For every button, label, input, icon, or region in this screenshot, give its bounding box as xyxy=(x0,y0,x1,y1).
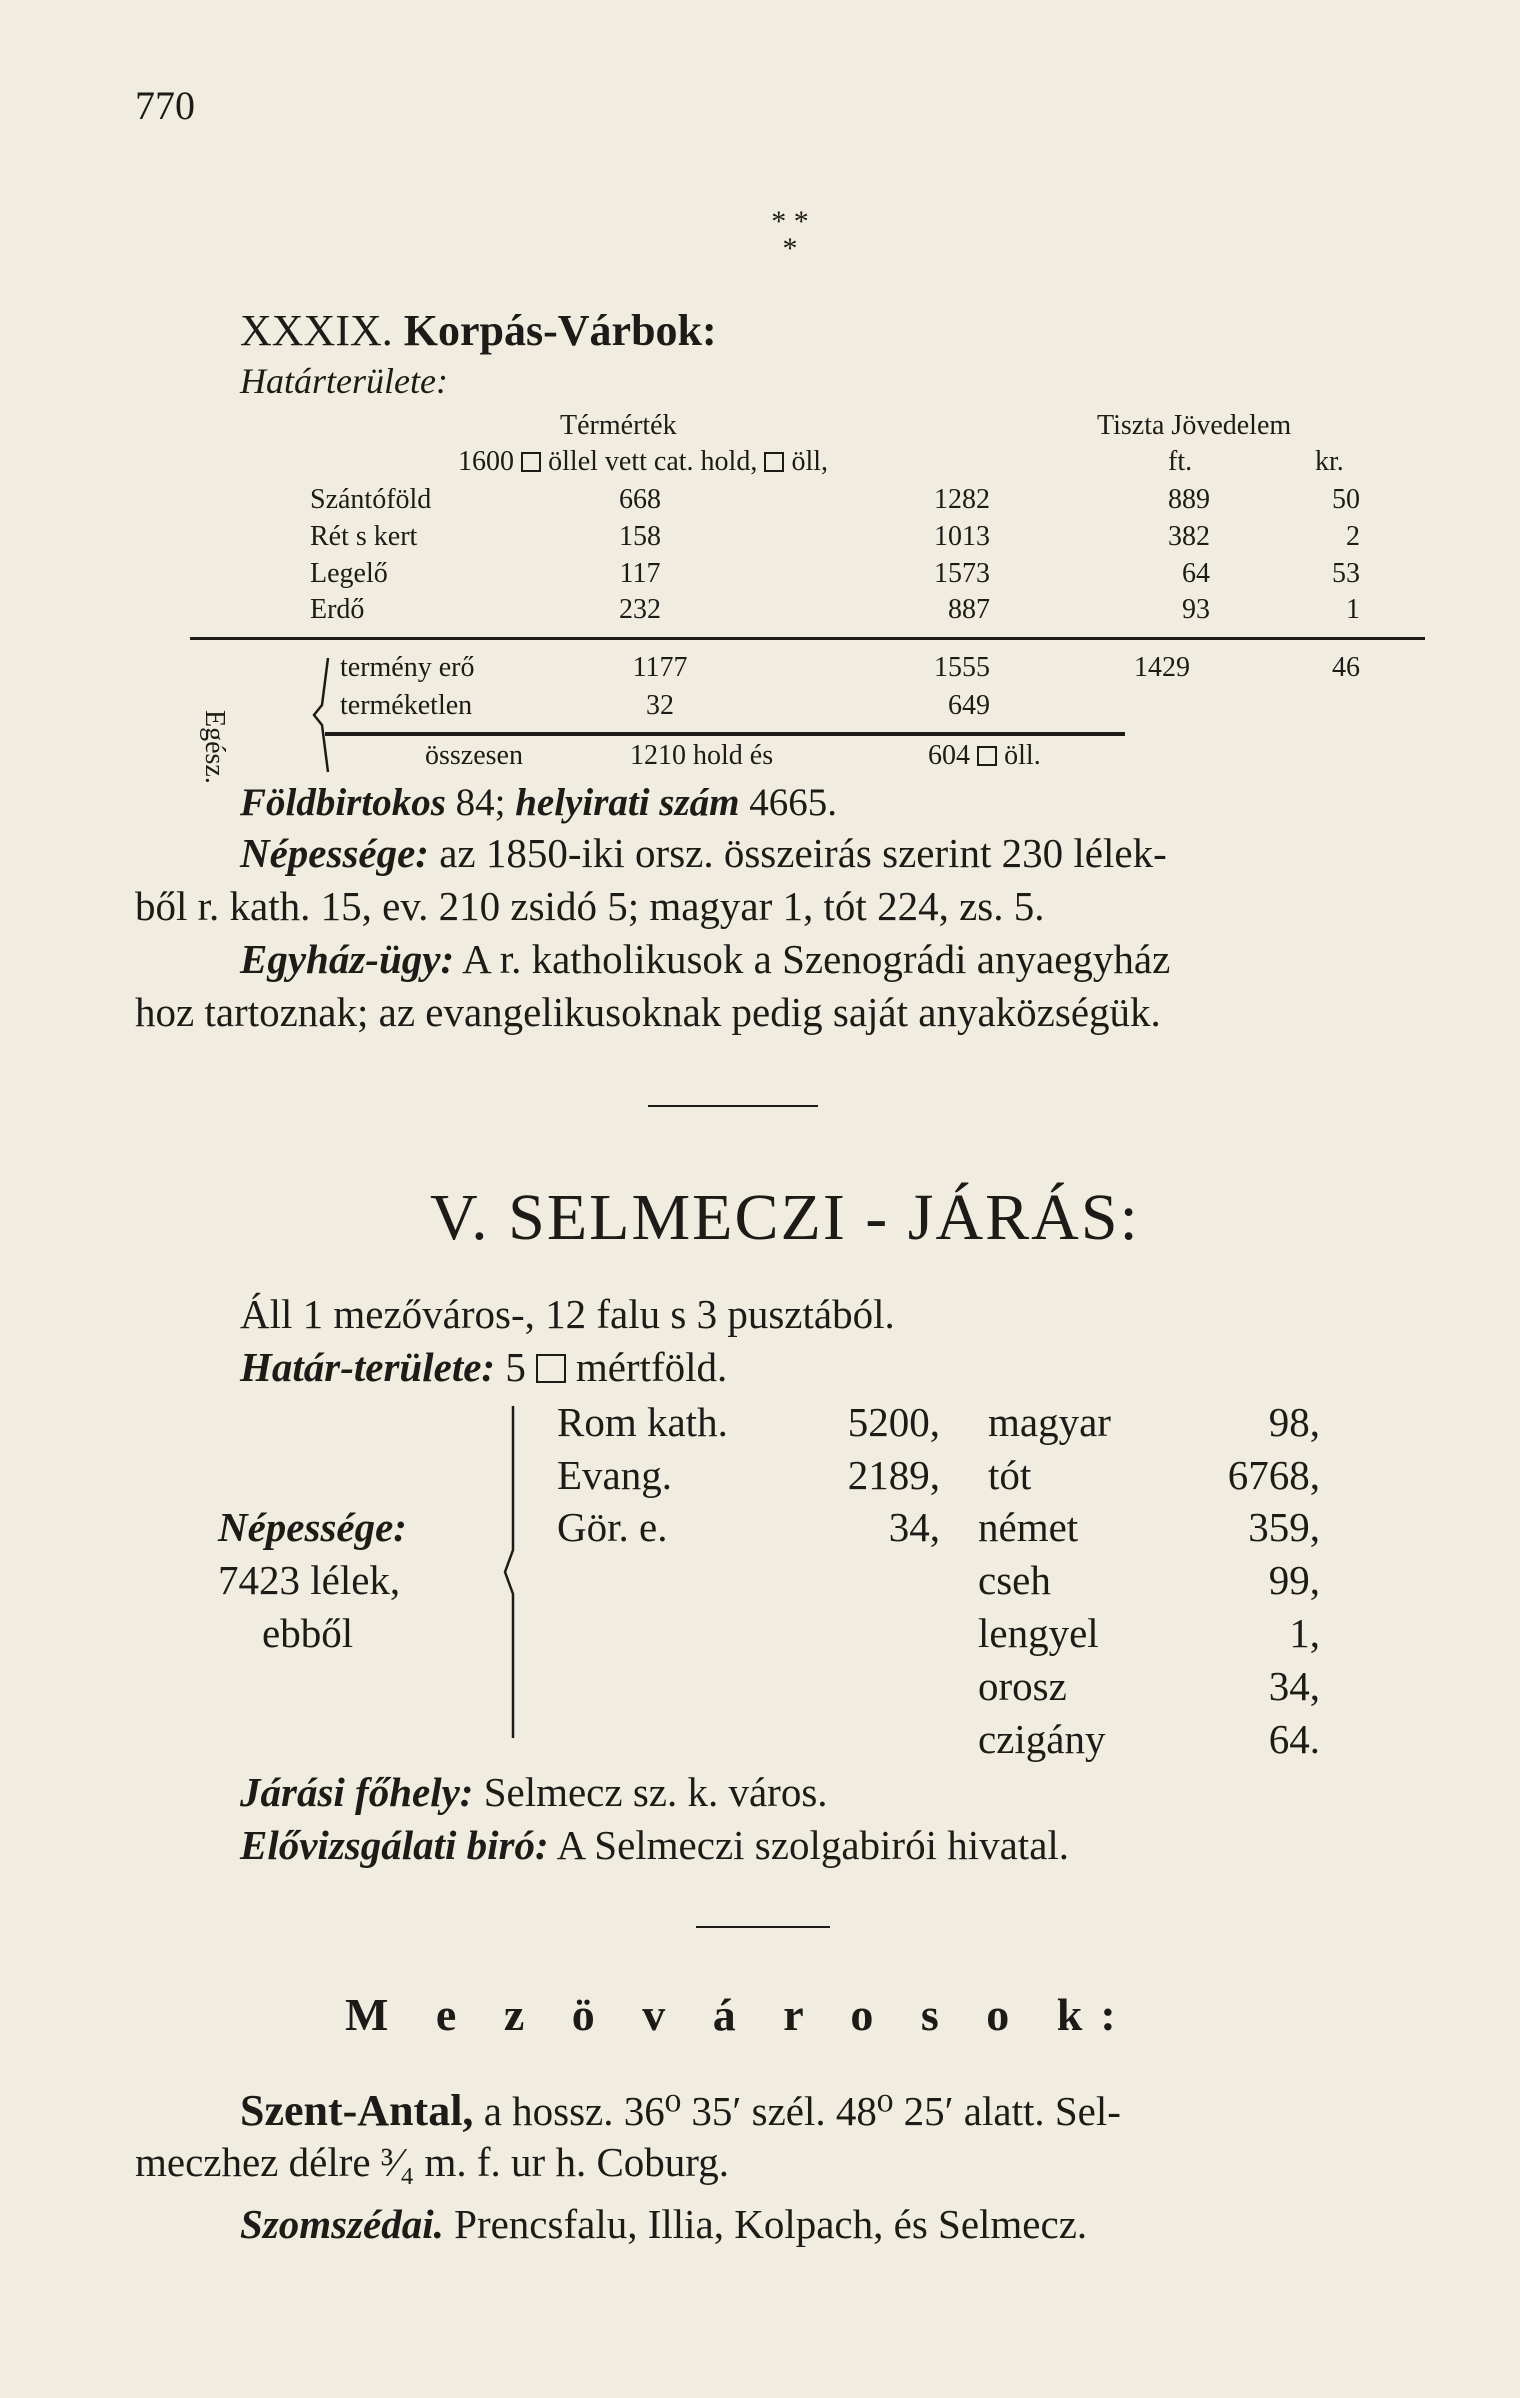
row-label: Legelő xyxy=(310,558,388,589)
district-summary: Áll 1 mezőváros-, 12 falu s 3 pusztából. xyxy=(240,1291,895,1337)
row-oll: 887 xyxy=(948,594,990,625)
nation-name: cseh xyxy=(978,1557,1051,1603)
row-ft: 64 xyxy=(1182,558,1210,589)
district-nep-ebbol: ebből xyxy=(262,1610,354,1656)
hatar-terulete-label: Határ-területe: xyxy=(240,1344,496,1390)
osszesen-oll-value: 604 xyxy=(928,740,970,771)
unit-row xyxy=(458,446,828,478)
row-label: Szántóföld xyxy=(310,484,432,515)
szomszedai-label: Szomszédai. xyxy=(240,2201,444,2247)
row-hold: 158 xyxy=(619,521,661,552)
hatarterulete-label: Határterülete: xyxy=(240,361,448,401)
nepessege-label: Népessége: xyxy=(240,830,429,876)
religion-name: Rom kath. xyxy=(557,1399,728,1445)
nation-count: 98, xyxy=(1268,1399,1320,1445)
szomszedai-line xyxy=(240,2200,1087,2248)
nepessege-text: az 1850-iki orsz. összeirás szerint 230 lélek- xyxy=(439,830,1167,876)
sum-rule xyxy=(325,732,1125,736)
osszesen-oll-unit: öll. xyxy=(1004,740,1041,771)
row-oll: 1282 xyxy=(934,484,990,515)
section-number: XXXIX. xyxy=(240,306,393,355)
egyhaz-line-1 xyxy=(240,935,1170,983)
section-title xyxy=(240,305,717,356)
elovizsgalati-value: A Selmeczi szolgabirói hivatal. xyxy=(556,1822,1070,1868)
stars-top: * * xyxy=(771,205,809,238)
square-icon xyxy=(977,746,997,766)
col-termertek: Térmérték xyxy=(560,410,677,441)
row-hold: 232 xyxy=(619,594,661,625)
foldbirtokos-line xyxy=(240,780,837,825)
nation-name: német xyxy=(978,1504,1079,1550)
elovizsgalati-line xyxy=(240,1821,1069,1869)
unit-ft: ft. xyxy=(1168,446,1193,477)
jarasi-fohely-value: Selmecz sz. k. város. xyxy=(483,1769,828,1815)
egyhaz-label: Egyház-ügy: xyxy=(240,936,455,982)
hatar-terulete-num: 5 xyxy=(505,1344,526,1390)
side-label-egesz: Egész. xyxy=(199,710,230,784)
sum-row-label: terméketlen xyxy=(340,690,473,721)
egyhaz-text: A r. katholikusok a Szenográdi anyaegyház xyxy=(462,936,1171,982)
row-ft: 93 xyxy=(1182,594,1210,625)
row-ft: 382 xyxy=(1168,521,1210,552)
osszesen-hold: 1210 hold és xyxy=(630,740,774,771)
religion-count: 34, xyxy=(888,1504,940,1550)
nepessege-line-1 xyxy=(240,829,1167,877)
nation-count: 34, xyxy=(1268,1663,1320,1709)
unit-pre: 1600 xyxy=(458,446,514,477)
sum-row-oll: 1555 xyxy=(934,652,990,683)
mezovarosok-heading: M e z ö v á r o s o k: xyxy=(345,1989,1134,2040)
sum-row-oll: 649 xyxy=(948,690,990,721)
helyirati-label: helyirati szám xyxy=(515,781,740,824)
square-icon xyxy=(521,452,541,472)
unit-kr: kr. xyxy=(1315,446,1344,477)
nation-count: 359, xyxy=(1248,1504,1320,1550)
szent-antal-line-2: meczhez délre ³⁄₄ m. f. ur h. Coburg. xyxy=(135,2139,729,2185)
col-tiszta-jovedelem: Tiszta Jövedelem xyxy=(1097,410,1292,441)
osszesen-label: összesen xyxy=(425,740,523,771)
religion-count: 5200, xyxy=(847,1399,940,1445)
nation-name: magyar xyxy=(988,1399,1111,1445)
sum-row-ft: 1429 xyxy=(1134,652,1190,683)
sum-row-hold: 32 xyxy=(646,690,674,721)
nation-count: 6768, xyxy=(1227,1452,1320,1498)
district-heading: V. SELMECZI - JÁRÁS: xyxy=(430,1181,1140,1254)
row-kr: 1 xyxy=(1346,594,1360,625)
foldbirtokos-label: Földbirtokos xyxy=(240,781,446,824)
row-label: Rét s kert xyxy=(310,521,418,552)
nation-name: orosz xyxy=(978,1663,1067,1709)
nation-count: 1, xyxy=(1289,1610,1320,1656)
row-kr: 2 xyxy=(1346,521,1360,552)
sum-row-kr: 46 xyxy=(1332,652,1360,683)
square-icon xyxy=(536,1354,566,1384)
row-kr: 50 xyxy=(1332,484,1360,515)
stars-bottom: * xyxy=(782,232,798,265)
elovizsgalati-label: Elővizsgálati biró: xyxy=(240,1822,549,1868)
row-hold: 668 xyxy=(619,484,661,515)
religion-count: 2189, xyxy=(847,1452,940,1498)
nation-count: 64. xyxy=(1268,1716,1320,1762)
row-hold: 117 xyxy=(619,558,661,589)
row-kr: 53 xyxy=(1332,558,1360,589)
divider xyxy=(696,1926,830,1928)
nation-count: 99, xyxy=(1268,1557,1320,1603)
osszesen-oll xyxy=(928,740,1041,772)
jarasi-fohely-label: Járási főhely: xyxy=(240,1769,474,1815)
hatar-terulete-unit: mértföld. xyxy=(575,1344,728,1390)
unit-oll: öll, xyxy=(791,446,829,477)
nepessege-line-2: ből r. kath. 15, ev. 210 zsidó 5; magyar 1, tót 224, zs. 5. xyxy=(135,883,1045,929)
foldbirtokos-value: 84; xyxy=(455,781,506,824)
square-icon xyxy=(764,452,784,472)
row-label: Erdő xyxy=(310,594,365,625)
religion-name: Gör. e. xyxy=(557,1504,668,1550)
szent-antal-coords: a hossz. 36⁰ 35′ szél. 48⁰ 25′ alatt. Sel- xyxy=(483,2088,1121,2134)
nation-name: lengyel xyxy=(978,1610,1099,1656)
religion-name: Evang. xyxy=(557,1452,672,1498)
table-rule xyxy=(190,637,1425,640)
district-nep-count: 7423 lélek, xyxy=(218,1557,401,1603)
nation-name: tót xyxy=(988,1452,1032,1498)
hatar-terulete-line xyxy=(240,1343,727,1391)
district-brace xyxy=(495,1400,535,1745)
szomszedai-value: Prencsfalu, Illia, Kolpach, és Selmecz. xyxy=(454,2201,1088,2247)
district-nepessege-label: Népessége: xyxy=(218,1504,407,1550)
page-number: 770 xyxy=(135,83,195,128)
szent-antal-name: Szent-Antal, xyxy=(240,2086,474,2135)
left-brace xyxy=(300,650,340,780)
egyhaz-line-2: hoz tartoznak; az evangelikusoknak pedig saját anyaközségük. xyxy=(135,989,1161,1035)
szent-antal-line-1 xyxy=(240,2085,1121,2136)
sum-row-hold: 1177 xyxy=(632,652,688,683)
jarasi-fohely-line xyxy=(240,1768,828,1816)
row-ft: 889 xyxy=(1168,484,1210,515)
helyirati-value: 4665. xyxy=(749,781,837,824)
row-oll: 1573 xyxy=(934,558,990,589)
section-place-name: Korpás-Várbok: xyxy=(403,306,717,355)
unit-post: öllel vett cat. hold, xyxy=(548,446,758,477)
sum-row-label: termény erő xyxy=(340,652,475,683)
nation-name: czigány xyxy=(978,1716,1106,1762)
row-oll: 1013 xyxy=(934,521,990,552)
divider xyxy=(648,1105,818,1107)
